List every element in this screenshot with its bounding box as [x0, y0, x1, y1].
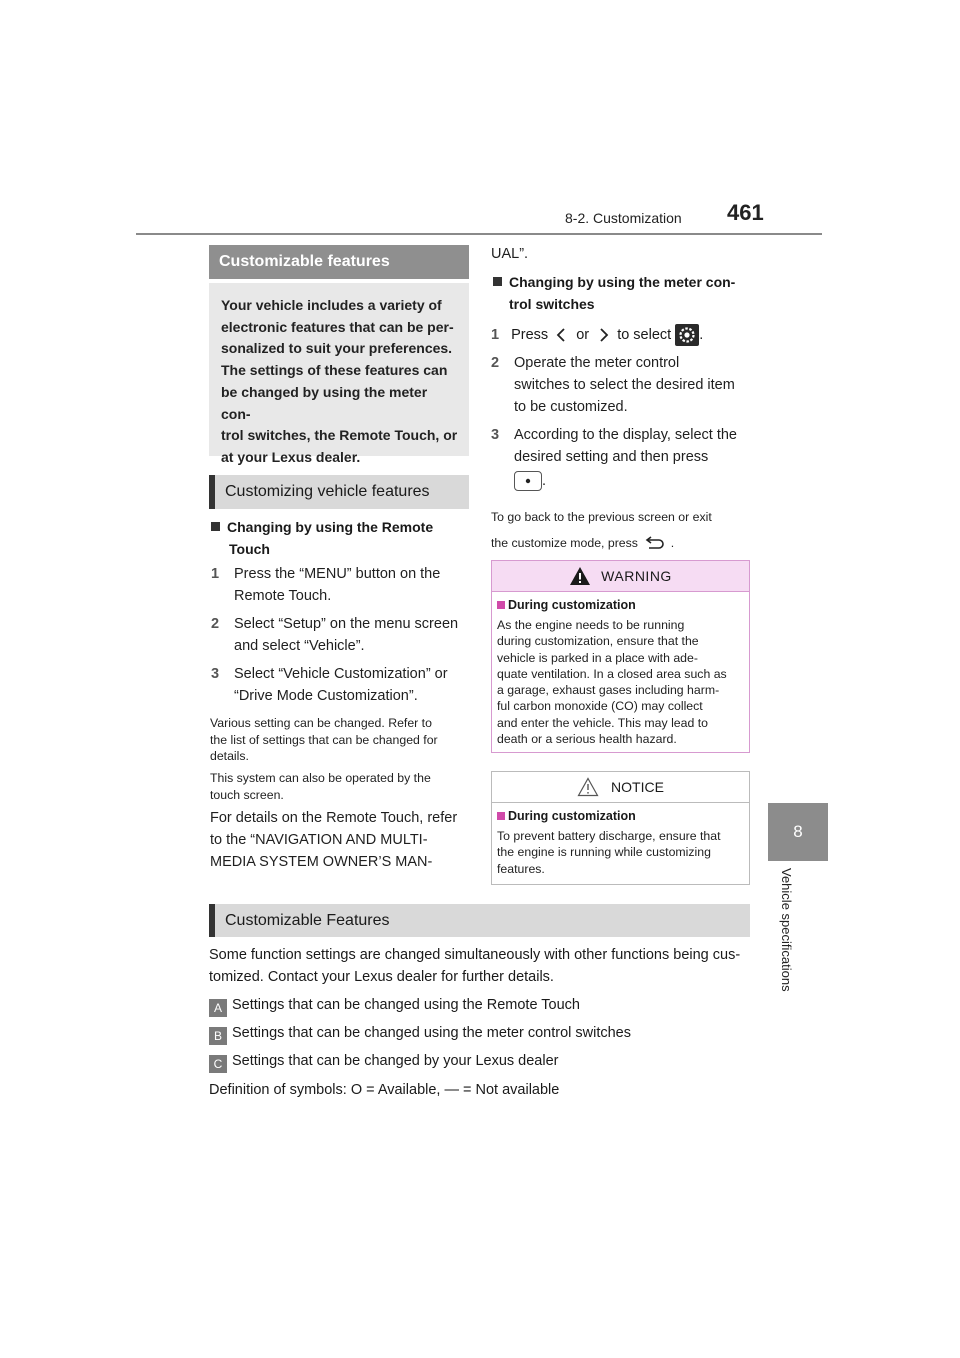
- intro-line: Your vehicle includes a variety of: [221, 297, 442, 313]
- enter-button-icon: [514, 471, 542, 491]
- symbol-definition: Definition of symbols: O = Available, — = Not available: [209, 1082, 560, 1098]
- meter-step-1: 1 Press or to select .: [491, 324, 751, 346]
- heading-customizable-features: Customizable features: [209, 245, 469, 279]
- note-back: To go back to the previous screen or exit the customize mode, press .: [491, 510, 712, 550]
- subheading-remote-touch: Changing by using the Remote Touch: [211, 516, 433, 560]
- bullet-square-icon: [497, 812, 505, 820]
- bullet-square-icon: [497, 601, 505, 609]
- chapter-side-title: Vehicle specifications: [779, 868, 794, 992]
- bullet-square-icon: [211, 522, 220, 531]
- legend-item-b: B Settings that can be changed using the meter control switches: [209, 1022, 631, 1045]
- notice-box: [491, 771, 750, 885]
- intro-line: be changed by using the meter con-: [221, 383, 428, 422]
- heading-customizing-vehicle-features: Customizing vehicle features: [209, 475, 469, 509]
- meter-step-3: 3 According to the display, select the desired setting and then press .: [491, 424, 751, 492]
- intro-line: The settings of these features can: [221, 362, 448, 379]
- warning-body: As the engine needs to be running during customization, ensure that the vehicle is parked in a place with ade- quate ventilation. In a closed area such as a garage, exhaust gases including harm- ful carbon monoxide (CO) may collect and enter the vehicle. This may lead to death or a serious health hazard.: [497, 618, 727, 747]
- intro-line: trol switches, the Remote Touch, or: [221, 427, 458, 444]
- note-touch-screen: This system can also be operated by the touch screen.: [210, 771, 431, 802]
- note-settings: Various setting can be changed. Refer to the list of settings that can be changed for details.: [210, 716, 438, 763]
- subheading-meter-switches: Changing by using the meter con- trol switches: [493, 271, 735, 315]
- para-remote-touch-details: For details on the Remote Touch, refer to the “NAVIGATION AND MULTI- MEDIA SYSTEM OWNER’S MAN-: [210, 810, 458, 870]
- notice-triangle-icon: [577, 777, 599, 797]
- notice-header: NOTICE: [492, 772, 749, 803]
- legend-label: C: [209, 1055, 227, 1073]
- warning-subheading: During customization: [492, 592, 749, 614]
- settings-gear-icon: [675, 324, 699, 346]
- legend-label: A: [209, 999, 227, 1017]
- meter-step-2: 2 Operate the meter control switches to select the desired item to be customized.: [491, 355, 735, 415]
- step-2: 2 Select “Setup” on the menu screen and select “Vehicle”.: [211, 616, 459, 654]
- para-function-settings: Some function settings are changed simultaneously with other functions being cus- tomized. Contact your Lexus dealer for further details.: [209, 947, 741, 985]
- bullet-square-icon: [493, 277, 502, 286]
- para-continuation: UAL”.: [491, 246, 529, 262]
- intro-line: sonalized to suit your preferences.: [221, 340, 453, 357]
- step-3: 3 Select “Vehicle Customization” or “Drive Mode Customization”.: [211, 666, 448, 704]
- warning-triangle-icon: [569, 566, 591, 586]
- notice-subheading: During customization: [492, 803, 749, 825]
- legend-label: B: [209, 1027, 227, 1045]
- header-divider: [136, 233, 822, 235]
- legend-item-c: C Settings that can be changed by your Lexus dealer: [209, 1050, 558, 1073]
- warning-box: [491, 560, 750, 753]
- chevron-left-icon: [552, 327, 572, 343]
- warning-header: WARNING: [492, 561, 749, 592]
- intro-box: [209, 283, 469, 465]
- legend-item-a: A Settings that can be changed using the Remote Touch: [209, 994, 580, 1017]
- notice-body: To prevent battery discharge, ensure that the engine is running while customizing features.: [497, 829, 721, 876]
- intro-line: at your Lexus dealer.: [221, 448, 361, 465]
- heading-customizable-features-list: Customizable Features: [209, 904, 750, 937]
- section-title: 8-2. Customization: [565, 210, 682, 226]
- page-number: 461: [727, 200, 764, 225]
- chapter-tab: 8: [768, 803, 828, 861]
- step-1: 1 Press the “MENU” button on the Remote Touch.: [211, 566, 441, 604]
- back-arrow-icon: [641, 536, 667, 552]
- intro-line: electronic features that can be per-: [221, 318, 454, 335]
- chevron-right-icon: [593, 327, 613, 343]
